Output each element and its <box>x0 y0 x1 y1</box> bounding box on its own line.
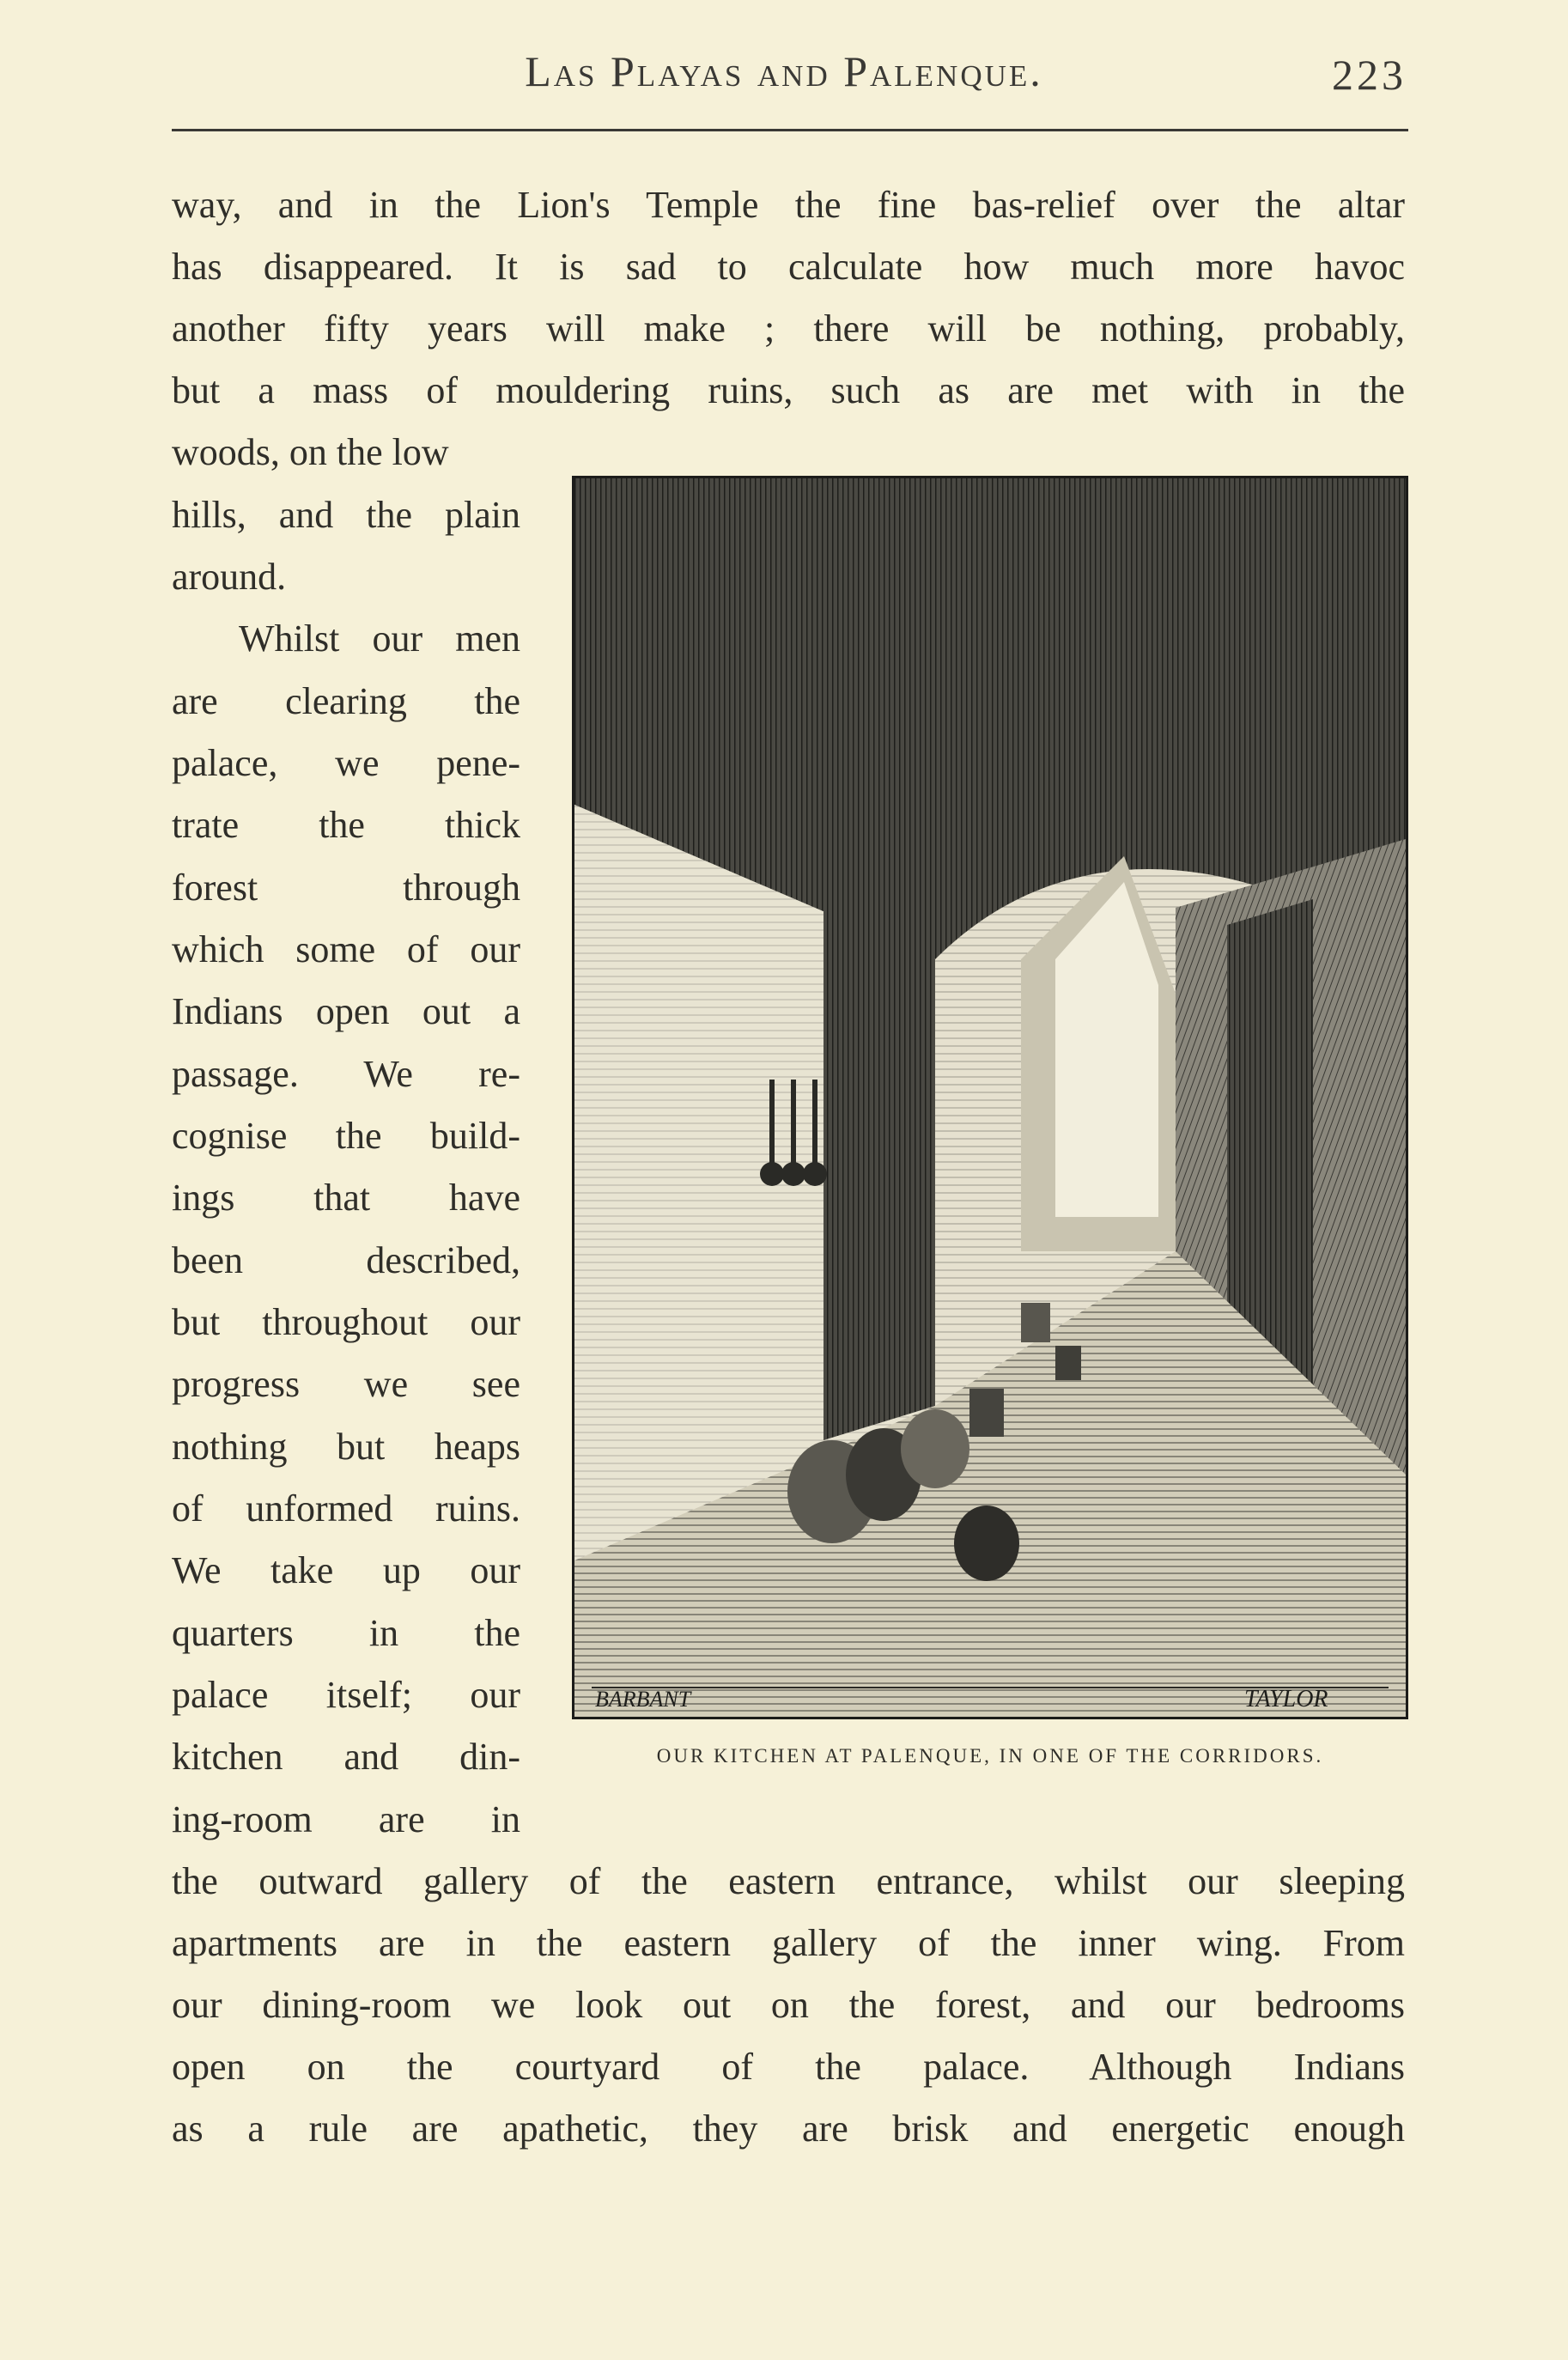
text-line: hills, and the plain <box>172 494 520 536</box>
text-line: but throughout our <box>172 1301 520 1343</box>
text-line: cognise the build- <box>172 1115 520 1157</box>
text-line: kitchen and din- <box>172 1736 520 1778</box>
text-line: are clearing the <box>172 680 520 722</box>
text-line: quarters in the <box>172 1612 520 1654</box>
text-line: Whilst our men <box>239 617 520 660</box>
text-line: apartments are in the eastern gallery of the inner wing. From <box>172 1922 1405 1964</box>
running-head-title: Las Playas and Palenque. <box>525 47 1043 95</box>
page-number: 223 <box>1332 51 1407 99</box>
text-line: open on the courtyard of the palace. Although Indians <box>172 2046 1405 2088</box>
text-line: been described, <box>172 1239 520 1281</box>
text-line: trate the thick <box>172 804 520 846</box>
engraver-signature-left: BARBANT <box>595 1687 691 1712</box>
text-line: our dining-room we look out on the forest, and our bedrooms <box>172 1984 1405 2026</box>
text-line: forest through <box>172 867 520 909</box>
text-line: woods, on the low <box>172 431 449 473</box>
engraving-illustration <box>572 476 1408 1719</box>
text-line: of unformed ruins. <box>172 1487 520 1530</box>
text-line: ing-room are in <box>172 1798 520 1840</box>
text-line: palace itself; our <box>172 1674 520 1716</box>
text-line: nothing but heaps <box>172 1426 520 1468</box>
text-line: but a mass of mouldering ruins, such as are met with in the <box>172 369 1405 411</box>
text-line: palace, we pene- <box>172 742 520 784</box>
text-line: We take up our <box>172 1549 520 1591</box>
text-line: progress we see <box>172 1363 520 1405</box>
text-line: another fifty years will make ; there will be nothing, probably, <box>172 307 1405 350</box>
text-line: has disappeared. It is sad to calculate how much more havoc <box>172 246 1405 288</box>
header-rule <box>172 129 1408 131</box>
engraver-signature-right: TAYLOR <box>1244 1686 1328 1712</box>
text-line: way, and in the Lion's Temple the fine bas-relief over the altar <box>172 184 1405 226</box>
text-line: passage. We re- <box>172 1053 520 1095</box>
text-line: ings that have <box>172 1177 520 1219</box>
text-line: as a rule are apathetic, they are brisk and energetic enough <box>172 2108 1405 2150</box>
text-line: the outward gallery of the eastern entrance, whilst our sleeping <box>172 1860 1405 1902</box>
text-line: Indians open out a <box>172 990 520 1032</box>
figure-caption: OUR KITCHEN AT PALENQUE, IN ONE OF THE CORRIDORS. <box>656 1745 1324 1767</box>
text-line: which some of our <box>172 928 520 970</box>
text-line: around. <box>172 556 287 598</box>
